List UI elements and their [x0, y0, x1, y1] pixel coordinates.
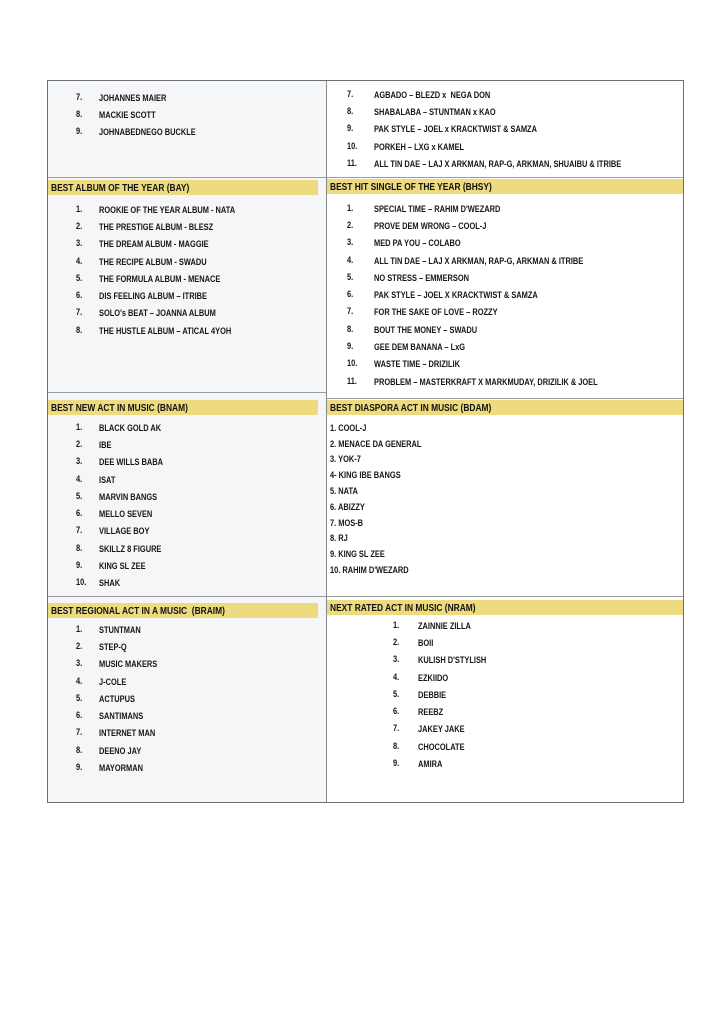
- nominee-number: 8.: [346, 105, 354, 116]
- nominee-item: [327, 669, 683, 686]
- nominee-number: 6.: [392, 706, 400, 717]
- nominee-item: [327, 373, 683, 390]
- nominee-name: 1. COOL-J: [329, 422, 367, 433]
- nominee-number: 8.: [76, 744, 83, 755]
- nominee-name: JOHANNES MAIER: [99, 92, 167, 103]
- nominee-number: 1.: [346, 202, 354, 213]
- nominee-item: [48, 638, 326, 655]
- award-category-section: [48, 81, 326, 178]
- nominee-item: [48, 759, 326, 776]
- award-category-section: [48, 178, 326, 393]
- nominee-number: 4.: [76, 675, 83, 686]
- nominee-number: 9.: [346, 123, 354, 134]
- nominee-name: 3. YOK-7: [329, 454, 361, 465]
- nominee-item: [48, 322, 326, 339]
- nominee-number: 10.: [346, 358, 358, 369]
- nominee-item: [327, 738, 683, 755]
- nominee-item: [327, 252, 683, 269]
- nominee-list: [48, 201, 326, 339]
- nominee-name: 4- KING IBE BANGS: [329, 470, 401, 481]
- nominee-item: [327, 467, 683, 483]
- nominee-number: 1.: [76, 623, 83, 634]
- nominee-name: PAK STYLE – JOEL X KRACKTWIST & SAMZA: [373, 290, 538, 301]
- nominee-number: 8.: [392, 740, 400, 751]
- category-title: BEST NEW ACT IN MUSIC (BNAM): [51, 401, 188, 414]
- nominee-name: FOR THE SAKE OF LOVE – ROZZY: [373, 307, 498, 318]
- nominee-item: [327, 452, 683, 468]
- nominee-number: 10.: [346, 140, 358, 151]
- nominee-name: WASTE TIME – DRIZILIK: [373, 359, 460, 370]
- table-column-right: [326, 81, 683, 802]
- nominee-item: [327, 617, 683, 634]
- nominee-number: 1.: [76, 421, 83, 432]
- award-category-section: [327, 399, 683, 597]
- award-category-section: [327, 81, 683, 178]
- nominee-item: [48, 690, 326, 707]
- nominee-item: [48, 218, 326, 235]
- award-category-section: [48, 393, 326, 597]
- nominee-item: [327, 515, 683, 531]
- nominee-name: THE RECIPE ALBUM - SWADU: [99, 256, 207, 267]
- nominee-item: [327, 686, 683, 703]
- nominee-item: [327, 121, 683, 138]
- nominee-name: 9. KING SL ZEE: [329, 549, 385, 560]
- nominee-name: PROBLEM – MASTERKRAFT X MARKMUDAY, DRIZILIK & JOEL: [373, 376, 598, 387]
- nominee-name: MARVIN BANGS: [99, 491, 158, 502]
- nominee-item: [327, 304, 683, 321]
- nominee-number: 5.: [76, 692, 83, 703]
- nominee-name: PROVE DEM WRONG – COOL-J: [373, 220, 487, 231]
- nominee-item: [48, 505, 326, 522]
- nominee-number: 4.: [76, 473, 83, 484]
- nominee-name: AMIRA: [417, 759, 443, 770]
- nominee-list: [327, 86, 683, 172]
- nominee-name: SKILLZ 8 FIGURE: [99, 543, 162, 554]
- nominee-number: 5.: [76, 272, 83, 283]
- nominee-number: 2.: [392, 636, 400, 647]
- nominee-name: DEBBIE: [417, 689, 447, 700]
- nominee-name: 6. ABIZZY: [329, 501, 365, 512]
- nominee-number: 2.: [76, 438, 83, 449]
- nominee-number: 8.: [346, 323, 354, 334]
- nominee-item: [48, 89, 326, 106]
- nominee-number: 3.: [76, 658, 83, 669]
- category-title: BEST DIASPORA ACT IN MUSIC (BDAM): [329, 401, 492, 414]
- nominee-name: IBE: [99, 439, 112, 450]
- nominee-name: 8. RJ: [329, 533, 348, 544]
- nominee-number: 8.: [76, 324, 83, 335]
- award-nominations-table: [47, 80, 684, 803]
- nominee-number: 6.: [76, 710, 83, 721]
- nominee-name: ISAT: [99, 474, 116, 485]
- award-category-section: [327, 178, 683, 399]
- nominee-number: 5.: [76, 490, 83, 501]
- nominee-list: [48, 419, 326, 592]
- nominee-number: 4.: [346, 254, 354, 265]
- nominee-item: [327, 755, 683, 772]
- nominee-name: BOII: [417, 637, 434, 648]
- nominee-name: MUSIC MAKERS: [99, 659, 158, 670]
- nominee-number: 7.: [76, 727, 83, 738]
- nominee-number: 9.: [346, 341, 354, 352]
- category-title: BEST ALBUM OF THE YEAR (BAY): [51, 181, 190, 194]
- nominee-name: KULISH D'STYLISH: [417, 655, 487, 666]
- nominee-number: 9.: [76, 762, 83, 773]
- category-header: [48, 603, 318, 618]
- nominee-name: 10. RAHIM D'WEZARD: [329, 565, 409, 576]
- nominee-number: 10.: [76, 577, 87, 588]
- nominee-item: [48, 557, 326, 574]
- nominee-name: THE FORMULA ALBUM - MENACE: [99, 273, 221, 284]
- nominee-number: 4.: [76, 255, 83, 266]
- nominee-number: 6.: [76, 290, 83, 301]
- table-column-left: [48, 81, 326, 802]
- nominee-item: [327, 321, 683, 338]
- nominee-item: [48, 673, 326, 690]
- nominee-number: 5.: [346, 271, 354, 282]
- nominee-item: [48, 540, 326, 557]
- nominee-item: [48, 201, 326, 218]
- nominee-item: [48, 471, 326, 488]
- nominee-name: BOUT THE MONEY – SWADU: [373, 324, 478, 335]
- nominee-name: ACTUPUS: [99, 693, 135, 704]
- nominee-item: [327, 634, 683, 651]
- nominee-number: 7.: [392, 723, 400, 734]
- nominee-item: [327, 562, 683, 578]
- nominee-number: 7.: [346, 88, 354, 99]
- nominee-name: SOLO's BEAT – JOANNA ALBUM: [99, 308, 216, 319]
- nominee-number: 11.: [346, 375, 357, 386]
- nominee-number: 8.: [76, 108, 83, 119]
- nominee-number: 9.: [76, 560, 83, 571]
- nominee-item: [327, 499, 683, 515]
- category-header: [327, 179, 683, 194]
- nominee-name: CHOCOLATE: [417, 741, 465, 752]
- nominee-item: [48, 253, 326, 270]
- nominee-name: THE HUSTLE ALBUM – ATICAL 4YOH: [99, 325, 232, 336]
- nominee-name: ZAINNIE ZILLA: [417, 620, 471, 631]
- nominee-item: [48, 236, 326, 253]
- nominee-name: VILLAGE BOY: [99, 526, 150, 537]
- nominee-name: STEP-Q: [99, 641, 127, 652]
- nominee-number: 1.: [76, 203, 83, 214]
- nominee-item: [327, 356, 683, 373]
- nominee-name: MELLO SEVEN: [99, 509, 153, 520]
- nominee-name: J-COLE: [99, 676, 127, 687]
- nominee-number: 1.: [392, 619, 400, 630]
- nominee-name: ALL TIN DAE – LAJ X ARKMAN, RAP-G, ARKMAN & ITRIBE: [373, 255, 584, 266]
- nominee-number: 6.: [346, 289, 354, 300]
- nominee-name: SPECIAL TIME – RAHIM D'WEZARD: [373, 203, 501, 214]
- nominee-number: 11.: [346, 157, 357, 168]
- nominee-item: [327, 155, 683, 172]
- nominee-item: [327, 546, 683, 562]
- nominee-name: DEE WILLS BABA: [99, 457, 164, 468]
- nominee-item: [327, 703, 683, 720]
- category-title: BEST REGIONAL ACT IN A MUSIC (BRAIM): [51, 604, 225, 617]
- nominee-item: [48, 725, 326, 742]
- nominee-item: [48, 656, 326, 673]
- nominee-item: [327, 103, 683, 120]
- nominee-name: PORKEH – LXG x KAMEL: [373, 141, 465, 152]
- nominee-name: 5. NATA: [329, 486, 358, 497]
- nominee-item: [327, 721, 683, 738]
- nominee-item: [327, 483, 683, 499]
- nominee-number: 7.: [76, 307, 83, 318]
- award-category-section: [48, 597, 326, 802]
- nominee-list: [48, 89, 326, 141]
- nominee-number: 8.: [76, 542, 83, 553]
- nominee-name: SANTIMANS: [99, 711, 144, 722]
- nominee-name: THE PRESTIGE ALBUM - BLESZ: [99, 221, 214, 232]
- nominee-list: [327, 617, 683, 773]
- category-header: [48, 400, 318, 415]
- nominee-number: 7.: [76, 91, 83, 102]
- category-header: [327, 400, 683, 415]
- nominee-name: MAYORMAN: [99, 763, 143, 774]
- nominee-name: EZKIIDO: [417, 672, 449, 683]
- nominee-item: [48, 454, 326, 471]
- nominee-name: STUNTMAN: [99, 624, 141, 635]
- nominee-item: [327, 200, 683, 217]
- nominee-item: [327, 420, 683, 436]
- nominee-number: 3.: [346, 237, 354, 248]
- nominee-name: REEBZ: [417, 707, 444, 718]
- nominee-item: [327, 652, 683, 669]
- nominee-list: [327, 420, 683, 578]
- nominee-name: GEE DEM BANANA – LxG: [373, 342, 466, 353]
- award-category-section: [327, 597, 683, 802]
- nominee-item: [48, 106, 326, 123]
- nominee-item: [48, 270, 326, 287]
- nominee-name: AGBADO – BLEZD x NEGA DON: [373, 89, 491, 100]
- nominee-name: 7. MOS-B: [329, 517, 364, 528]
- nominee-number: 6.: [76, 508, 83, 519]
- nominee-item: [327, 269, 683, 286]
- nominee-name: DIS FEELING ALBUM – ITRIBE: [99, 291, 207, 302]
- nominee-item: [327, 217, 683, 234]
- nominee-item: [48, 523, 326, 540]
- nominee-item: [327, 531, 683, 547]
- nominee-name: JOHNABEDNEGO BUCKLE: [99, 127, 196, 138]
- nominee-item: [327, 436, 683, 452]
- nominee-name: ALL TIN DAE – LAJ X ARKMAN, RAP-G, ARKMAN, SHUAIBU & ITRIBE: [373, 158, 622, 169]
- nominee-number: 7.: [76, 525, 83, 536]
- category-title: BEST HIT SINGLE OF THE YEAR (BHSY): [329, 180, 492, 193]
- nominee-number: 3.: [76, 456, 83, 467]
- nominee-name: INTERNET MAN: [99, 728, 156, 739]
- nominee-number: 4.: [392, 671, 400, 682]
- nominee-item: [48, 287, 326, 304]
- nominee-item: [327, 286, 683, 303]
- nominee-item: [48, 436, 326, 453]
- nominee-item: [48, 742, 326, 759]
- nominee-name: BLACK GOLD AK: [99, 422, 162, 433]
- nominee-number: 2.: [76, 220, 83, 231]
- nominee-item: [48, 707, 326, 724]
- nominee-name: ROOKIE OF THE YEAR ALBUM - NATA: [99, 204, 236, 215]
- category-header: [327, 600, 683, 615]
- category-header: [48, 180, 318, 195]
- nominee-item: [327, 86, 683, 103]
- nominee-name: SHABALABA – STUNTMAN x KAO: [373, 106, 496, 117]
- nominee-name: SHAK: [99, 578, 121, 589]
- nominee-item: [327, 138, 683, 155]
- nominee-name: 2. MENACE DA GENERAL: [329, 438, 422, 449]
- nominee-number: 2.: [76, 640, 83, 651]
- nominee-name: DEENO JAY: [99, 745, 142, 756]
- nominee-number: 5.: [392, 688, 400, 699]
- nominee-number: 7.: [346, 306, 354, 317]
- nominee-name: MACKIE SCOTT: [99, 109, 156, 120]
- nominee-name: JAKEY JAKE: [417, 724, 465, 735]
- nominee-name: NO STRESS – EMMERSON: [373, 272, 470, 283]
- category-title: NEXT RATED ACT IN MUSIC (NRAM): [329, 601, 476, 614]
- nominee-list: [327, 200, 683, 390]
- nominee-item: [48, 488, 326, 505]
- nominee-name: PAK STYLE – JOEL x KRACKTWIST & SAMZA: [373, 124, 537, 135]
- nominee-number: 3.: [76, 238, 83, 249]
- nominee-list: [48, 621, 326, 777]
- nominee-item: [48, 621, 326, 638]
- nominee-item: [48, 305, 326, 322]
- nominee-number: 9.: [392, 758, 400, 769]
- nominee-number: 2.: [346, 219, 354, 230]
- nominee-item: [327, 235, 683, 252]
- nominee-item: [48, 575, 326, 592]
- nominee-item: [48, 419, 326, 436]
- nominee-item: [48, 124, 326, 141]
- nominee-name: THE DREAM ALBUM - MAGGIE: [99, 239, 209, 250]
- nominee-item: [327, 338, 683, 355]
- nominee-name: KING SL ZEE: [99, 561, 146, 572]
- nominee-number: 9.: [76, 126, 83, 137]
- nominee-number: 3.: [392, 654, 400, 665]
- nominee-name: MED PA YOU – COLABO: [373, 238, 461, 249]
